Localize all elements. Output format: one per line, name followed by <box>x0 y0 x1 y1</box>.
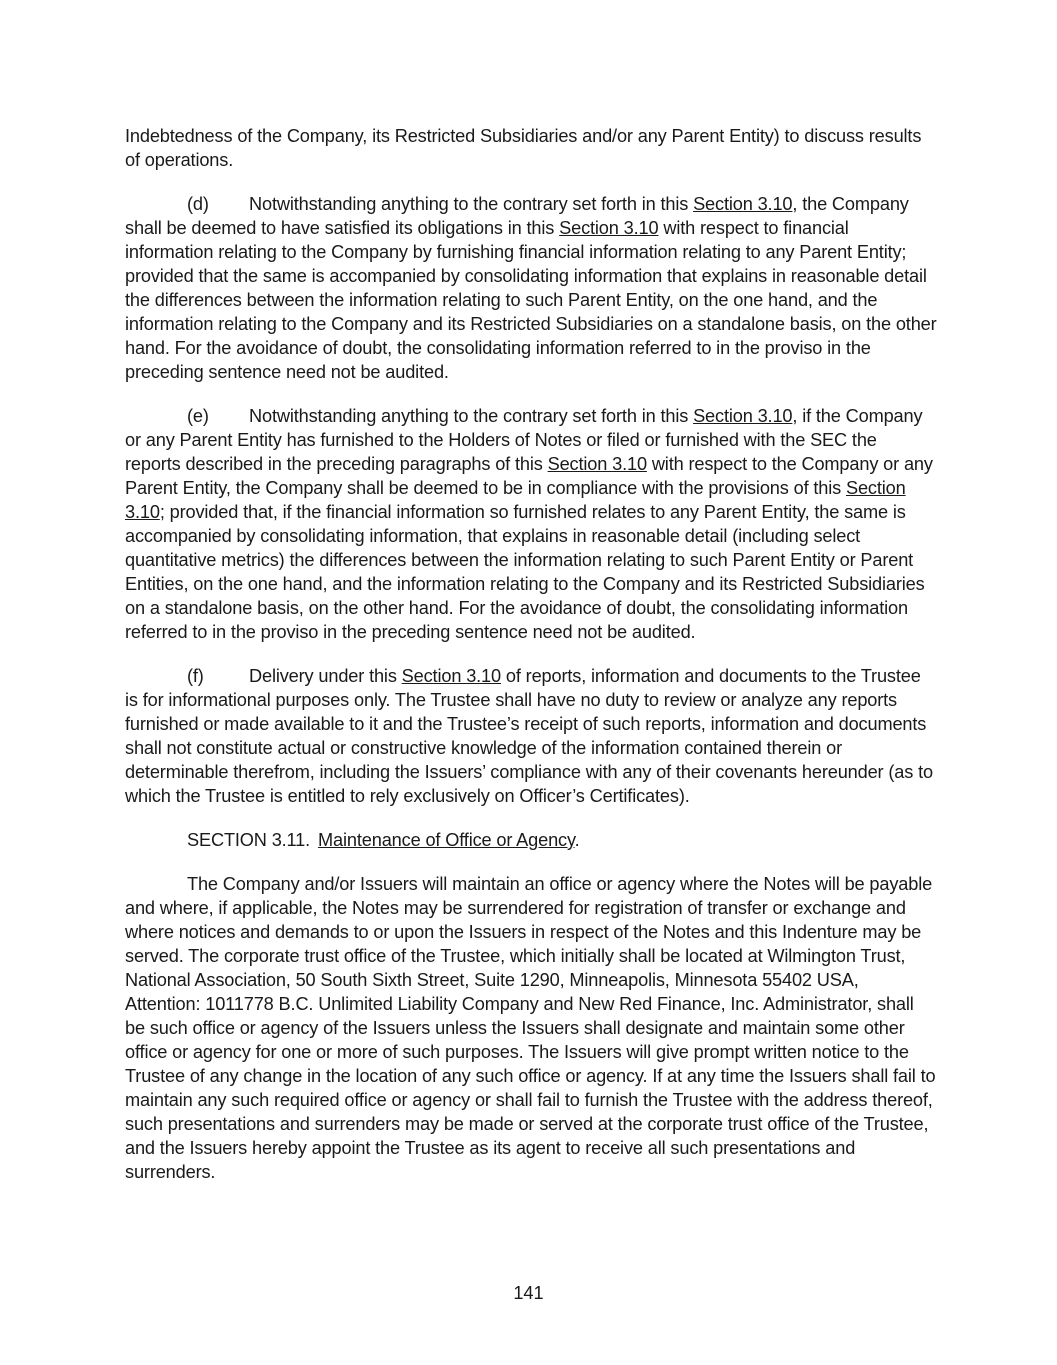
section-reference: Section 3.10 <box>693 194 793 214</box>
paragraph-label: (e) <box>187 406 209 426</box>
section-title: Maintenance of Office or Agency <box>318 830 575 850</box>
paragraph-continuation <box>125 124 937 172</box>
paragraph-text: Notwithstanding anything to the contrary set forth in this <box>249 194 694 214</box>
paragraph-text: , if the Company or any Parent Entity has furnished to the Holders of Notes or filed or furnished with the SEC the reports described in the preceding paragraphs of this <box>125 406 923 474</box>
paragraph-text: ; provided that, if the financial information so furnished relates to any Parent Entity, the same is accompanied by consolidating information, that explains in reasonable detail (including select quantitative metrics) the differences between the information relating to such Parent Entity or Parent Entities, on the one hand, and the information relating to the Company and its Restricted Subsidiaries on a standalone basis, on the other hand. For the avoidance of doubt, the consolidating information referred to in the proviso in the preceding sentence need not be audited. <box>125 502 925 642</box>
section-reference: Section 3.10 <box>559 218 659 238</box>
paragraph-section-3-11 <box>125 872 937 1184</box>
section-title-period: . <box>574 830 580 850</box>
paragraph-text: with respect to the Company or any Parent Entity, the Company shall be deemed to be in compliance with the provisions of this <box>125 454 933 498</box>
section-reference: Section 3.10 <box>125 478 906 522</box>
section-number: SECTION 3.11. <box>187 830 311 850</box>
paragraph-text: Indebtedness of the Company, its Restricted Subsidiaries and/or any Parent Entity) to discuss results of operations. <box>125 126 922 170</box>
paragraph-text: Notwithstanding anything to the contrary set forth in this <box>249 406 694 426</box>
paragraph-f <box>125 664 937 808</box>
paragraph-text: of reports, information and documents to the Trustee is for informational purposes only. The Trustee shall have no duty to review or analyze any reports furnished or made available to it and the Trustee’s receipt of such reports, information and documents shall not constitute actual or constructive knowledge of the information contained therein or determinable therefrom, including the Issuers’ compliance with any of their covenants hereunder (as to which the Trustee is entitled to rely exclusively on Officer’s Certificates). <box>125 666 933 806</box>
paragraph-e <box>125 404 937 644</box>
section-reference: Section 3.10 <box>401 666 501 686</box>
paragraph-text: with respect to financial information relating to the Company by furnishing financial information relating to any Parent Entity; provided that the same is accompanied by consolidating information that explains in reasonable detail the differences between the information relating to such Parent Entity, on the one hand, and the information relating to the Company and its Restricted Subsidiaries on a standalone basis, on the other hand. For the avoidance of doubt, the consolidating information referred to in the proviso in the preceding sentence need not be audited. <box>125 218 937 382</box>
paragraph-text: , the Company shall be deemed to have satisfied its obligations in this <box>125 194 909 238</box>
paragraph-d <box>125 192 937 384</box>
section-reference: Section 3.10 <box>693 406 793 426</box>
paragraph-text: The Company and/or Issuers will maintain an office or agency where the Notes will be payable and where, if applicable, the Notes may be surrendered for registration of transfer or exchange and where notices and demands to or upon the Issuers in respect of the Notes and this Indenture may be served. The corporate trust office of the Trustee, which initially shall be located at Wilmington Trust, National Association, 50 South Sixth Street, Suite 1290, Minneapolis, Minnesota 55402 USA, Attention: 1011778 B.C. Unlimited Liability Company and New Red Finance, Inc. Administrator, shall be such office or agency of the Issuers unless the Issuers shall designate and maintain some other office or agency for one or more of such purposes. The Issuers will give prompt written notice to the Trustee of any change in the location of any such office or agency. If at any time the Issuers shall fail to maintain any such required office or agency or shall fail to furnish the Trustee with the address thereof, such presentations and surrenders may be made or served at the corporate trust office of the Trustee, and the Issuers hereby appoint the Trustee as its agent to receive all such presentations and surrenders. <box>125 874 936 1182</box>
paragraph-label: (d) <box>187 194 209 214</box>
section-reference: Section 3.10 <box>547 454 647 474</box>
document-page <box>125 124 937 1204</box>
section-heading <box>187 828 937 852</box>
page-number: 141 <box>513 1283 544 1303</box>
paragraph-label: (f) <box>187 666 204 686</box>
paragraph-text: Delivery under this <box>249 666 402 686</box>
